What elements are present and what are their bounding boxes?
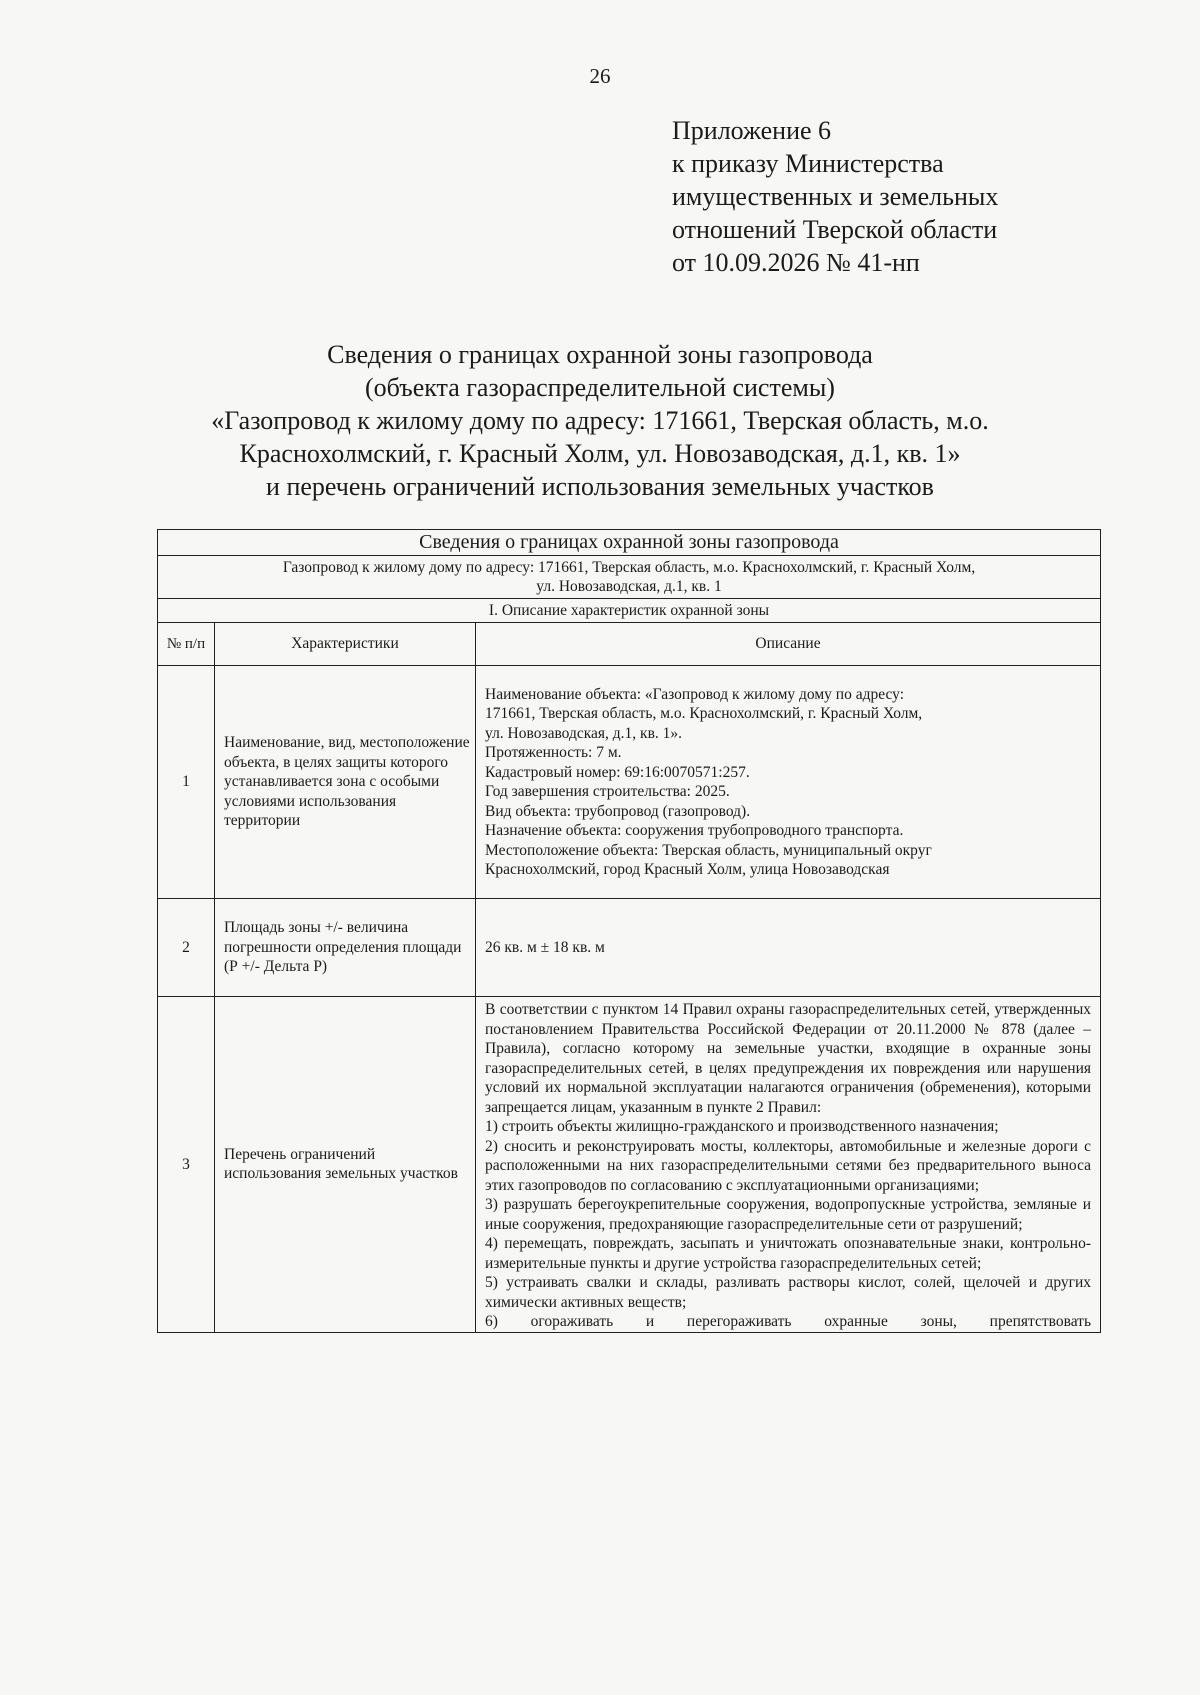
appendix-line: имущественных и земельных xyxy=(672,182,999,211)
appendix-line: от 10.09.2026 № 41-нп xyxy=(672,248,920,277)
description-line: Год завершения строительства: 2025. xyxy=(485,783,730,800)
description-line: Вид объекта: трубопровод (газопровод). xyxy=(485,802,751,820)
description-line: Назначение объекта: сооружения трубопроводного транспорта. xyxy=(485,822,904,839)
row-description: 26 кв. м ± 18 кв. м xyxy=(476,899,1101,997)
table-title: Сведения о границах охранной зоны газопровода xyxy=(158,530,1101,556)
title-line: Сведения о границах охранной зоны газопровода xyxy=(327,340,873,369)
appendix-line: отношений Тверской области xyxy=(672,215,998,244)
title-line: (объекта газораспределительной системы) xyxy=(365,373,835,402)
description-line: Наименование объекта: «Газопровод к жилому дому по адресу: xyxy=(485,685,905,703)
table-subtitle-line: ул. Новозаводская, д.1, кв. 1 xyxy=(536,578,722,595)
column-header-num: № п/п xyxy=(158,623,215,666)
column-header-description: Описание xyxy=(476,623,1101,666)
appendix-line: к приказу Министерства xyxy=(672,149,944,178)
description-line: Местоположение объекта: Тверская область, муниципальный округ xyxy=(485,841,932,859)
table-subtitle-line: Газопровод к жилому дому по адресу: 171661, Тверская область, м.о. Краснохолмский, г. Красный Холм, xyxy=(282,559,976,576)
description-line: Краснохолмский, город Красный Холм, улица Новозаводская xyxy=(485,861,890,878)
appendix-line: Приложение 6 xyxy=(672,116,832,145)
row-number: 1 xyxy=(158,666,215,899)
column-header-row xyxy=(158,623,1101,666)
table-row xyxy=(158,997,1101,1333)
document-title xyxy=(0,338,1200,503)
table-row xyxy=(158,666,1101,899)
title-line: «Газопровод к жилому дому по адресу: 171661, Тверская область, м.о. xyxy=(211,406,989,435)
description-paragraph: 5) устраивать свалки и склады, разливать растворы кислот, солей, щелочей и других химически активных веществ; xyxy=(485,1274,1092,1311)
description-paragraph: 4) перемещать, повреждать, засыпать и уничтожать опознавательные знаки, контрольно-измерительные пункты и другие устройства газораспределительных сетей; xyxy=(485,1235,1092,1272)
table-subtitle xyxy=(158,556,1101,599)
description-paragraph: 6) огораживать и перегораживать охранные зоны, препятствовать xyxy=(485,1313,1092,1330)
description-line: 171661, Тверская область, м.о. Краснохолмский, г. Красный Холм, xyxy=(485,705,923,722)
title-line: и перечень ограничений использования земельных участков xyxy=(266,472,934,501)
row-description xyxy=(476,997,1101,1333)
page-number: 26 xyxy=(589,64,611,88)
description-paragraph: В соответствии с пунктом 14 Правил охраны газораспределительных сетей, утвержденных постановлением Правительства Российской Федерации от 20.11.2000 № 878 (далее – Правила), согласно которому на земельные участки, входящие в охранные зоны газораспределительных сетей, в целях предупреждения их повреждения или нарушения условий их нормальной эксплуатации налагаются ограничения (обременения), которыми запрещается лицам, указанным в пункте 2 Правил: xyxy=(485,1001,1092,1116)
column-header-characteristics: Характеристики xyxy=(215,623,476,666)
zone-table xyxy=(157,529,1101,1333)
table-row xyxy=(158,899,1101,997)
row-number: 2 xyxy=(158,899,215,997)
title-line: Краснохолмский, г. Красный Холм, ул. Новозаводская, д.1, кв. 1» xyxy=(239,439,961,468)
row-characteristic: Перечень ограничений использования земельных участков xyxy=(215,997,476,1333)
section-title: I. Описание характеристик охранной зоны xyxy=(158,599,1101,623)
appendix-block xyxy=(672,114,998,279)
description-line: Кадастровый номер: 69:16:0070571:257. xyxy=(485,763,750,781)
row-description xyxy=(476,666,1101,899)
description-line: Протяженность: 7 м. xyxy=(485,744,622,761)
description-paragraph: 3) разрушать берегоукрепительные сооружения, водопропускные устройства, земляные и иные сооружения, предохраняющие газораспределительные сети от разрушений; xyxy=(485,1196,1092,1233)
row-characteristic: Наименование, вид, местоположение объекта, в целях защиты которого устанавливается зона с особыми условиями использования территории xyxy=(215,666,476,899)
description-paragraph: 2) сносить и реконструировать мосты, коллекторы, автомобильные и железные дороги с расположенными на них газораспределительными сетями без предварительного выноса этих газопроводов по согласованию с эксплуатационными организациями; xyxy=(485,1137,1092,1194)
row-characteristic: Площадь зоны +/- величина погрешности определения площади (Р +/- Дельта Р) xyxy=(215,899,476,997)
description-paragraph: 1) строить объекты жилищно-гражданского и производственного назначения; xyxy=(485,1118,999,1135)
description-line: ул. Новозаводская, д.1, кв. 1». xyxy=(485,724,683,742)
row-number: 3 xyxy=(158,997,215,1333)
